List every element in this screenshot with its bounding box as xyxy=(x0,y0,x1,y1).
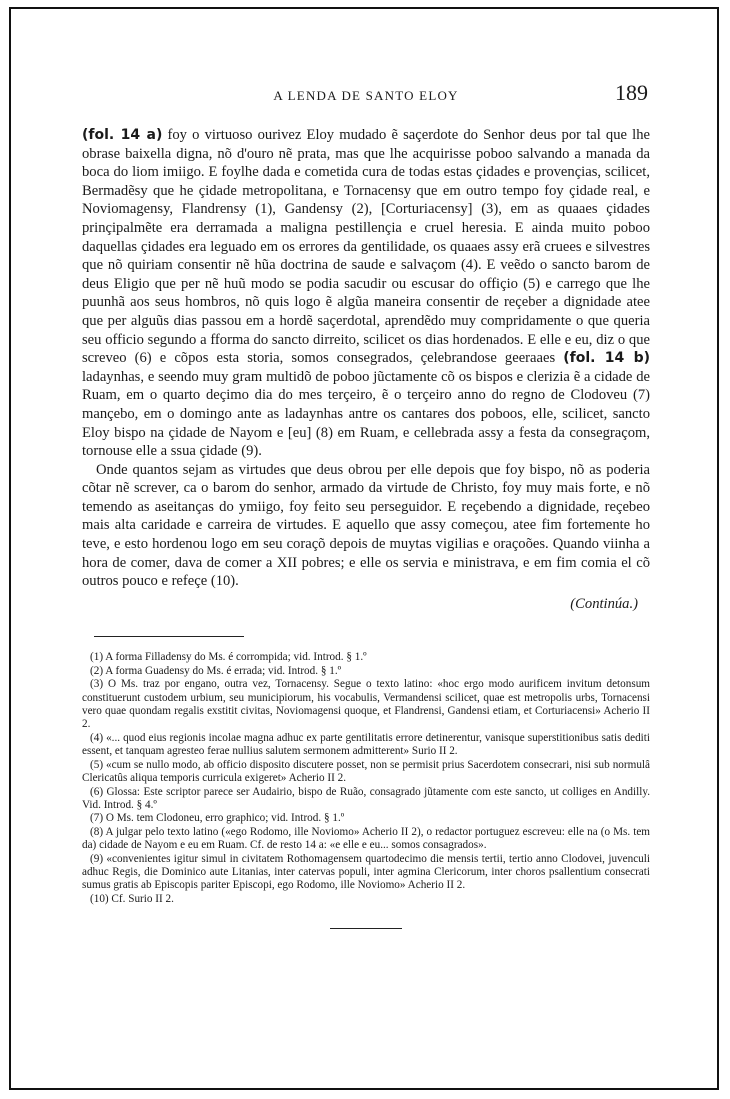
continua-label: (Continúa.) xyxy=(570,595,638,612)
book-page xyxy=(82,80,650,929)
main-text xyxy=(82,126,650,613)
footnote: (1) A forma Filladensy do Ms. é corrompida; vid. Introd. § 1.º xyxy=(90,651,367,664)
footnote: (3) O Ms. traz por engano, outra vez, Tornacensy. Segue o texto latino: «hoc ergo modo aurificem invitum detonsum constituerunt custodem urbium, seu municipiorum, his vocabulis, Vermandensi scilicet, quae est metropolis urbs, Tornacensi vero quae quondam regalis exstitit civitas, Noviomagensi quoque, et Flandrensi, Gandensi etiam, et Corturiacensi» Acherio II 2. xyxy=(82,678,650,731)
footnote: (6) Glossa: Este scriptor parece ser Audairio, bispo de Ruão, consagrado jũtamente com este sancto, ut colliges en Andilly. Vid. Introd. § 4.º xyxy=(82,785,650,811)
page-number: 189 xyxy=(615,80,648,105)
folio-marker: (fol. 14 a) xyxy=(82,127,163,143)
paragraph-1-text: foy o virtuoso ourivez Eloy mudado ẽ saçerdote do Senhor deus por tal que lhe obrase baixella digna, nõ d'ouro nẽ prata, mas que lhe acquirisse poboo salvando a manada da boca do liom imiigo. E foylhe dada e cometida cura de todas estas çidades e provençias, scilicet, Bermadẽsy que he çidade metropolitana, e Tornacensy que em outro tempo foy çidade real, e Noviomagensy, Flandrensy (1), Gandensy (2), [Corturiacensy] (3), em as quaaes çidades prinçipalmẽte era derramada a maligna pestillençia e cruel heresia. E ainda muito poboo daquellas çidades era leguado em os errores da gentilidade, os quaaes assy erã cruees e silvestres que nõ quiriam consentir nẽ hũa doctrina de saude e salvaçom (4). E veẽdo o sancto barom de deus Eligio que per nẽ huũ modo se podia sacudir ou escusar do offiçio (5) e carrego que lhe puunhã aos seus hombros, nõ quis logo ẽ algũa maneira consentir de reçeber a dignidade atee que per alguũs dias passou em a hordẽ saçerdotal, aprendẽdo muy compridamente o que queria seu officio segundo a fforma do sancto dirreito, scilicet os dias hordenados. E elle e eu, diz o que screveo (6) e cõpos esta storia, somos consegrados, çelebrandose geeraaes xyxy=(82,127,650,367)
footnote: (10) Cf. Surio II 2. xyxy=(90,892,174,905)
footnote: (5) «cum se nullo modo, ab officio disposito discutere posset, non se permisit prius Sacerdotem consecrari, nisi sub normulâ Clericatûs aliqua temporis curricula exigeret» Acherio II 2. xyxy=(82,758,650,785)
running-title: A LENDA DE SANTO ELOY xyxy=(273,88,459,103)
footnotes xyxy=(82,651,650,906)
footnote: (7) O Ms. tem Clodoneu, erro graphico; vid. Introd. § 1.º xyxy=(90,812,345,825)
footnote: (4) «... quod eius regionis incolae magna adhuc ex parte gentilitatis errore detinerentur, vanisque superstitionibus satis dediti essent, et tanquam agresteo ferae nullius salutem sermonem admitterent» Surio II 2. xyxy=(82,731,650,758)
footnote: (8) A julgar pelo texto latino («ego Rodomo, ille Noviomo» Acherio II 2), o redactor portuguez escreveu: elle na (o Ms. tem da) cidade de Nayom e eu em Ruam. Cf. de resto 14 a: «e elle e eu... somos consagrados». xyxy=(82,825,650,852)
paragraph-1-text-cont: ladaynhas, e seendo muy gram multidõ de poboo jũctamente cõ os bispos e clerizia ẽ a cidade de Ruam, em o quarto deçimo dia do mes terçeiro, ẽ o terçeiro anno do regno de Clodoveu (7) mançebo, em o domingo ante as ladaynhas antre os cantares dos poboos, elle, scilicet, sancto Eloy bispo na çidade de Nayom e [eu] (8) em Ruam, e cellebrada assy a festa da consegraçom, tornouse elle a ssua çidade (9). xyxy=(82,368,650,460)
footnote-divider xyxy=(94,636,244,637)
paragraph-1 xyxy=(82,126,650,461)
footnote: (2) A forma Guadensy do Ms. é errada; vid. Introd. § 1.º xyxy=(90,664,342,677)
running-header xyxy=(82,80,650,106)
footnote: (9) «convenientes igitur simul in civitatem Rothomagensem quartodecimo die mensis tertii, tertio anno Clodovei, juvenculi adhuc Regis, die Dominico aute Litanias, inter catervas populi, inter agmina Clericorum, inter choros psallentium consecrati sumus gratis ab Episcopis pariter Episcopi, ego Rodomo, ille Noviomo» Acherio II 2. xyxy=(82,852,650,892)
end-divider xyxy=(330,928,402,929)
folio-marker: (fol. 14 b) xyxy=(563,350,651,367)
paragraph-2: Onde quantos sejam as virtudes que deus obrou per elle depois que foy bispo, nõ as poderia cõtar nẽ screver, ca o barom do senhor, armado da virtude de Christo, foy muy mais forte, e nõ temendo as aseitanças do ymiigo, foy feito seu perseguidor. E reçebendo a dignidade, reçebeo mais alta caridade e carreira de virtudes. E aquello que assy começou, atee fim fortemente ho teve, e esto hordenou logo em seu coraçõ depois de muytas vigilias e oraçoões. Quando viinha a hora de comer, dava de comer a XII pobres; e elle os servia e ministrava, e em fim comia el cõ outros pouco e refeçe (10). xyxy=(82,461,650,590)
